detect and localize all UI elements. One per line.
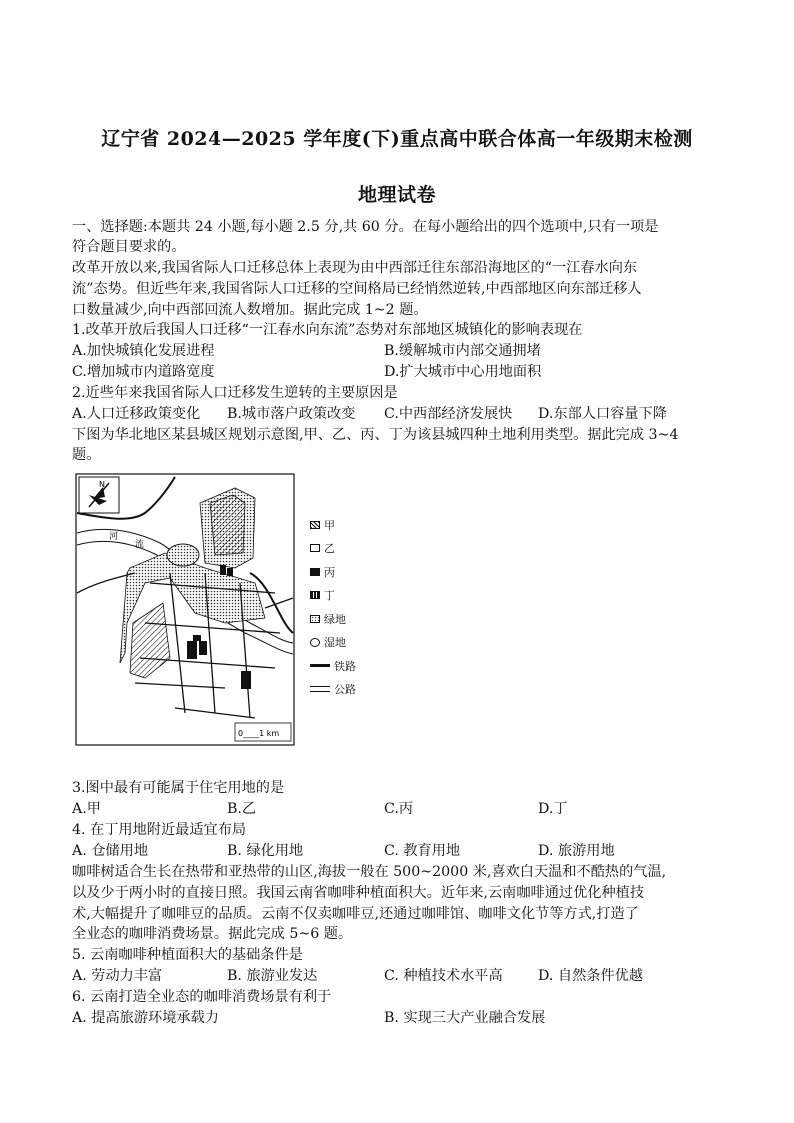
option: B.乙 [227, 801, 257, 817]
striped-swatch-icon [310, 591, 320, 599]
section-intro: 一、选择题:本题共 24 小题,每小题 2.5 分,共 60 分。在每小题给出的四个选项中,只有一项是 [72, 219, 659, 235]
question-4: 4. 在丁用地附近最适宜布局 [72, 822, 247, 838]
wetland-swatch-icon [310, 638, 320, 647]
legend-item: 公路 [310, 678, 356, 702]
option: B. 旅游业发达 [227, 968, 318, 984]
option: D. 自然条件优越 [538, 968, 644, 984]
legend-item: 湿地 [310, 631, 356, 655]
question-2: 2.近些年来我国省际人口迁移发生逆转的主要原因是 [72, 385, 398, 401]
section-intro-cont: 符合题目要求的。 [72, 239, 186, 255]
option: C.增加城市内道路宽度 [72, 364, 215, 380]
passage-3-cont: 全业态的咖啡消费场景。据此完成 5~6 题。 [72, 926, 353, 942]
legend-item: 丙 [310, 560, 356, 584]
railway-symbol-icon [310, 664, 330, 667]
legend-item: 铁路 [310, 654, 356, 678]
passage-1-cont: 口数量减少,向中西部回流人数增加。据此完成 1~2 题。 [72, 302, 428, 318]
north-label: N [99, 480, 105, 489]
question-1: 1.改革开放后我国人口迁移“一江春水向东流”态势对东部地区城镇化的影响表现在 [72, 322, 583, 338]
passage-3-cont: 以及少于两小时的直接日照。我国云南省咖啡种植面积大。近年来,云南咖啡通过优化种植技 [72, 885, 645, 901]
exam-title: 辽宁省 2024—2025 学年度(下)重点高中联合体高一年级期末检测 [101, 128, 693, 150]
option: C.丙 [384, 801, 414, 817]
option: B.缓解城市内部交通拥堵 [384, 343, 541, 359]
river-label: 河 [109, 532, 119, 542]
question-3: 3.图中最有可能属于住宅用地的是 [72, 780, 285, 796]
option: A.甲 [72, 801, 101, 817]
legend-item: 绿地 [310, 607, 356, 631]
question-6: 6. 云南打造全业态的咖啡消费场景有利于 [72, 989, 332, 1005]
exam-subtitle: 地理试卷 [357, 184, 436, 206]
option: C. 教育用地 [384, 843, 461, 859]
legend-item: 乙 [310, 537, 356, 561]
option: B.城市落户政策改变 [227, 406, 356, 422]
land-ding [241, 671, 251, 689]
passage-3-cont: 术,大幅提升了咖啡豆的品质。云南不仅卖咖啡豆,还通过咖啡馆、咖啡文化节等方式,打造了 [72, 906, 639, 922]
map-legend [310, 513, 356, 701]
option: D.扩大城市中心用地面积 [384, 364, 542, 380]
option: D.东部人口容量下降 [538, 406, 667, 422]
passage-2: 下图为华北地区某县城区规划示意图,甲、乙、丙、丁为该县城四种土地利用类型。据此完成 3~4 [72, 427, 679, 443]
passage-2-cont: 题。 [72, 447, 101, 463]
option: B. 实现三大产业融合发展 [384, 1010, 546, 1026]
wetland-area [167, 544, 199, 566]
option: A. 仓储用地 [72, 843, 149, 859]
legend-item: 甲 [310, 513, 356, 537]
option: D. 旅游用地 [538, 843, 615, 859]
county-map [75, 473, 295, 746]
river-label: 流 [135, 540, 145, 550]
passage-3: 咖啡树适合生长在热带和亚热带的山区,海拔一般在 500~2000 米,喜欢白天温和不酷热的气温, [72, 864, 667, 880]
option: A. 劳动力丰富 [72, 968, 163, 984]
land-jia [210, 495, 245, 555]
option: C. 种植技术水平高 [384, 968, 503, 984]
legend-item: 丁 [310, 584, 356, 608]
question-5: 5. 云南咖啡种植面积大的基础条件是 [72, 947, 303, 963]
option: D.丁 [538, 801, 568, 817]
option: C.中西部经济发展快 [384, 406, 513, 422]
option: B. 绿化用地 [227, 843, 304, 859]
scale-bar: 0____1 km [238, 729, 280, 738]
passage-1-cont: 流”态势。但近些年来,我国省际人口迁移的空间格局已经悄然逆转,中西部地区向东部迁移人 [72, 281, 642, 297]
option: A. 提高旅游环境承载力 [72, 1010, 219, 1026]
option: A.加快城镇化发展进程 [72, 343, 215, 359]
hatch-swatch-icon [310, 521, 320, 529]
option: A.人口迁移政策变化 [72, 406, 201, 422]
passage-1: 改革开放以来,我国省际人口迁移总体上表现为由中西部迁往东部沿海地区的“一江春水向东 [72, 260, 638, 276]
dotted-swatch-icon [310, 615, 320, 623]
solid-swatch-icon [310, 568, 320, 576]
road-symbol-icon [310, 686, 330, 692]
blank-swatch-icon [310, 544, 320, 552]
